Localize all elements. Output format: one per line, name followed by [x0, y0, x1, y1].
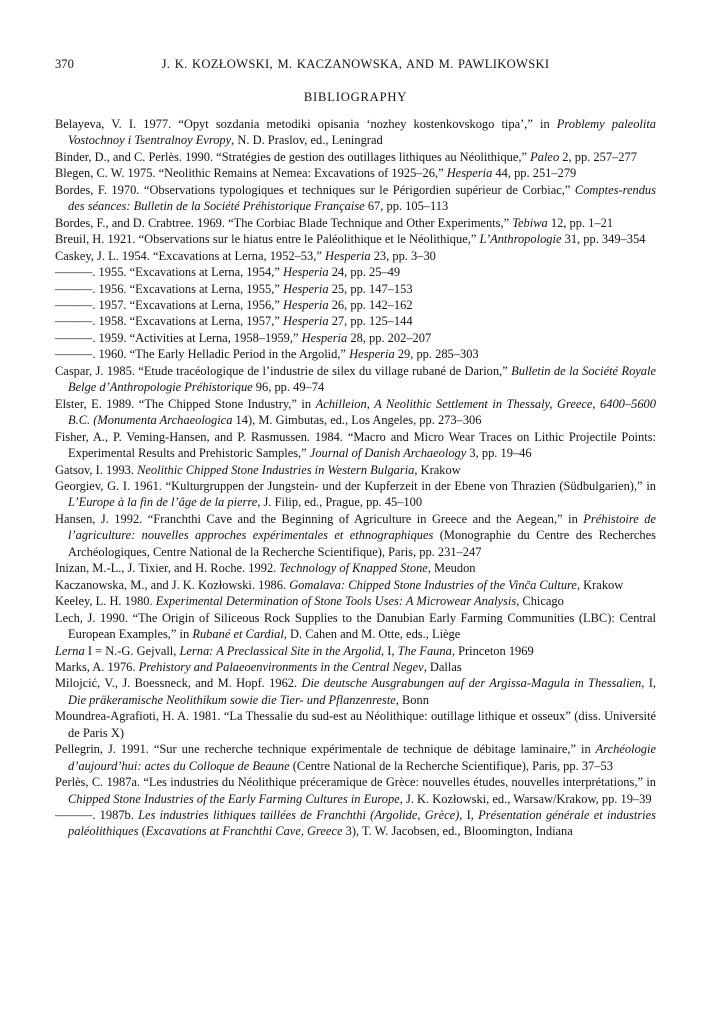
bibliography-entry [55, 741, 656, 774]
entry-work-title: Excavations at Franchthi Cave, Greece [145, 824, 343, 839]
page-header [55, 57, 656, 73]
entry-text: 26, pp. 142–162 [328, 297, 413, 312]
entry-work-title: Paleo [530, 149, 560, 164]
entry-text: Belayeva, V. I. 1977. “Opyt sozdania metodiki opisania ‘nozhey kostenkovskogo tipa’,” in [55, 117, 557, 131]
entry-work-title: Bulletin de la Société Royale Belge d’Anthropologie Préhistorique [68, 363, 657, 395]
entry-text: , Krakow [576, 577, 624, 592]
bibliography-entry [55, 774, 656, 807]
entry-work-title: Neolithic Chipped Stone Industries in Western Bulgaria [137, 462, 415, 477]
entry-text: Gatsov, I. 1993. [55, 462, 138, 477]
page-number: 370 [55, 57, 74, 71]
bibliography-entry [55, 577, 656, 593]
entry-work-title: Lerna [55, 643, 85, 658]
entry-text: Milojcić, V., J. Boessneck, and M. Hopf. 1962. [55, 676, 302, 691]
bibliography-entry [55, 675, 656, 708]
entry-text: ———. 1956. “Excavations at Lerna, 1955,” [55, 281, 283, 296]
entry-text: Binder, D., and C. Perlès. 1990. “Stratégies de gestion des outillages lithiques au Néolithique,” [55, 149, 531, 164]
entry-work-title: Hesperia [282, 265, 329, 280]
bibliography-entry [55, 643, 656, 659]
entry-work-title: Chipped Stone Industries of the Early Farming Cultures in Europe [68, 791, 400, 806]
entry-text: Inizan, M.-L., J. Tixier, and H. Roche. 1992. [55, 561, 280, 576]
entry-text: I = N.-G. Gejvall, [84, 643, 180, 658]
entry-text: Kaczanowska, M., and J. K. Kozłowski. 1986. [55, 577, 290, 592]
bibliography-entry [55, 511, 656, 560]
entry-text: 23, pp. 3–30 [370, 248, 436, 263]
entry-text: Caskey, J. L. 1954. “Excavations at Lerna, 1952–53,” [55, 248, 325, 263]
bibliography-entry [55, 560, 656, 576]
bibliography-entry [55, 231, 656, 247]
entry-work-title: Die deutsche Ausgrabungen auf der Argissa-Magula in Thessalien [301, 676, 642, 691]
entry-text: , I, [459, 808, 479, 823]
bibliography-list [55, 116, 656, 840]
entry-work-title: Archéologie d’aujourd’hui: actes du Colloque de Beaune [68, 742, 656, 773]
entry-text: Bordes, F., and D. Crabtree. 1969. “The Corbiac Blade Technique and Other Experiments,” [55, 215, 513, 230]
entry-work-title: Problemy paleolita Vostochnoy i Tsentralnoy Evropy [68, 117, 657, 148]
entry-text: , D. Cahen and M. Otte, eds., Liège [283, 627, 461, 642]
entry-text: 2, pp. 257–277 [559, 149, 637, 164]
entry-text: 14), M. Gimbutas, ed., Los Angeles, pp. 273–306 [232, 413, 482, 428]
entry-text: , Meudon [427, 561, 476, 576]
bibliography-entry [55, 165, 656, 181]
entry-work-title: Technology of Knapped Stone [279, 561, 428, 576]
entry-text: ———. 1960. “The Early Helladic Period in the Argolid,” [55, 347, 350, 362]
entry-work-title: Rubané et Cardial [192, 627, 284, 642]
bibliography-entry [55, 429, 656, 462]
bibliography-entry [55, 248, 656, 264]
entry-work-title: Hesperia [282, 297, 329, 312]
entry-text: Keeley, L. H. 1980. [55, 594, 156, 609]
entry-text: , J. K. Kozłowski, ed., Warsaw/Krakow, pp. 19–39 [399, 791, 652, 806]
entry-text: Moundrea-Agrafioti, H. A. 1981. “La Thessalie du sud-est au Néolithique: outillage lithique et osseux” (diss. Université de Paris X) [55, 709, 656, 740]
entry-work-title: Journal of Danish Archaeology [309, 446, 467, 461]
entry-work-title: Hesperia [349, 347, 395, 362]
entry-work-title: Hesperia [446, 166, 493, 181]
section-title: BIBLIOGRAPHY [303, 90, 408, 104]
bibliography-entry [55, 116, 656, 149]
entry-work-title: L’Europe à la fin de l’âge de la pierre [68, 495, 258, 510]
entry-text: Marks, A. 1976. [55, 659, 139, 674]
bibliography-entry [55, 396, 656, 429]
entry-text: 28, pp. 202–207 [347, 330, 432, 345]
entry-text: , I, [381, 643, 398, 658]
bibliography-entry [55, 708, 656, 741]
entry-text: 44, pp. 251–279 [492, 166, 577, 181]
entry-text: 27, pp. 125–144 [328, 314, 413, 329]
entry-text: 25, pp. 147–153 [328, 281, 413, 296]
entry-text: , Princeton 1969 [451, 643, 534, 658]
entry-work-title: The Fauna [397, 643, 452, 658]
entry-text: , I, [641, 676, 656, 691]
entry-work-title: Tebiwa [512, 215, 548, 230]
entry-text: ( [138, 824, 146, 839]
entry-text: Caspar, J. 1985. “Etude tracéologique de l’industrie de silex du village rubané de Darion,” [55, 363, 512, 378]
entry-text: , N. D. Praslov, ed., Leningrad [231, 133, 383, 148]
entry-text: 67, pp. 105–113 [364, 199, 449, 214]
bibliography-entry [55, 149, 656, 165]
entry-work-title: Gomalava: Chipped Stone Industries of the Vinča Culture [289, 577, 577, 592]
entry-work-title: Hesperia [301, 330, 348, 345]
bibliography-entry [55, 807, 656, 840]
entry-text: 12, pp. 1–21 [547, 215, 614, 230]
entry-work-title: Experimental Determination of Stone Tools Uses: A Microwear Analysis [155, 594, 517, 609]
bibliography-entry [55, 313, 656, 329]
entry-text: Elster, E. 1989. “The Chipped Stone Industry,” in [55, 396, 316, 411]
entry-text: ———. 1959. “Activities at Lerna, 1958–1959,” [55, 330, 302, 345]
entry-text: Lech, J. 1990. “The Origin of Siliceous Rock Supplies to the Danubian Early Farming Communities (LBC): Central European Examples,” in [55, 610, 656, 642]
entry-text: Pellegrin, J. 1991. “Sur une recherche technique expérimentale de technique de débitage laminaire,” in [55, 742, 596, 757]
entry-text: Fisher, A., P. Veming-Hansen, and P. Rasmussen. 1984. “Macro and Micro Wear Traces on Lithic Projectile Points: Experimental Results and Prehistoric Samples,” [55, 429, 656, 461]
entry-work-title: Préhistoire de l’agriculture: nouvelles approches expérimentales et ethnographiques [68, 511, 656, 543]
entry-work-title: Prehistory and Palaeoenvironments in the Central Negev [138, 659, 424, 674]
entry-text: ———. 1957. “Excavations at Lerna, 1956,” [55, 297, 283, 312]
entry-work-title: Die präkeramische Neolithikum sowie die Tier- und Pflanzenreste [68, 692, 396, 707]
entry-text: 3), T. W. Jacobsen, ed., Bloomington, Indiana [342, 824, 573, 839]
bibliography-entry [55, 593, 656, 609]
entry-text: ———. 1987b. [55, 808, 139, 823]
entry-text: 96, pp. 49–74 [252, 380, 325, 395]
entry-work-title: Hesperia [282, 314, 329, 329]
bibliography-entry [55, 215, 656, 231]
bibliography-entry [55, 297, 656, 313]
entry-text: 3, pp. 19–46 [466, 446, 532, 461]
entry-text: Hansen, J. 1992. “Franchthi Cave and the Beginning of Agriculture in Greece and the Aegean,” in [55, 511, 584, 526]
entry-text: , Krakow [414, 462, 461, 477]
bibliography-entry [55, 462, 656, 478]
running-head: J. K. KOZŁOWSKI, M. KACZANOWSKA, AND M. PAWLIKOWSKI [161, 57, 550, 71]
entry-work-title: Hesperia [324, 248, 371, 263]
bibliography-entry [55, 363, 656, 396]
bibliography-entry [55, 610, 656, 643]
entry-work-title: Lerna: A Preclassical Site in the Argolid [179, 643, 381, 658]
entry-text: 24, pp. 25–49 [328, 265, 401, 280]
entry-text: , Bonn [395, 692, 429, 707]
entry-text: (Monographie du Centre des Recherches Archéologiques, Centre National de la Recherche Scientifique), Paris, pp. 231–247 [68, 528, 656, 559]
bibliography-entry [55, 281, 656, 297]
entry-text: ———. 1958. “Excavations at Lerna, 1957,” [55, 314, 283, 329]
entry-work-title: Comptes-rendus des séances: Bulletin de la Société Préhistorique Française [68, 182, 656, 214]
entry-text: Bordes, F. 1970. “Observations typologiques et techniques sur le Périgordien supérieur de Corbiac,” [55, 182, 575, 197]
entry-text: Perlès, C. 1987a. “Les industries du Néolithique préceramique de Grèce: nouvelles études, nouvelles interprétations,” in [55, 775, 656, 790]
entry-text: Blegen, C. W. 1975. “Neolithic Remains at Nemea: Excavations of 1925–26,” [55, 166, 447, 181]
bibliography-entry [55, 264, 656, 280]
entry-text: Georgiev, G. I. 1961. “Kulturgruppen der Jungstein- und der Kupferzeit in der Ebene von Thrazien (Südbulgarien),” in [55, 478, 656, 493]
bibliography-entry [55, 182, 656, 215]
entry-text: ———. 1955. “Excavations at Lerna, 1954,” [55, 265, 283, 280]
bibliography-entry [55, 659, 656, 675]
entry-work-title: L’Anthropologie [479, 232, 562, 247]
entry-work-title: Achilleion, A Neolithic Settlement in Thessaly, Greece, 6400–5600 B.C. (Monumenta Archaeologica [68, 396, 656, 428]
entry-text: 31, pp. 349–354 [561, 232, 646, 247]
entry-work-title: Les industries lithiques taillées de Franchthi (Argolide, Grèce) [138, 808, 460, 823]
entry-text: (Centre National de la Recherche Scientifique), Paris, pp. 37–53 [289, 758, 613, 773]
entry-text: Breuil, H. 1921. “Observations sur le hiatus entre le Paléolithique et le Néolithique,” [55, 232, 480, 247]
bibliography-entry [55, 346, 656, 362]
entry-work-title: Présentation générale et industries paléolithiques [68, 808, 656, 839]
entry-text: 29, pp. 285–303 [394, 347, 479, 362]
entry-text: , J. Filip, ed., Prague, pp. 45–100 [257, 495, 423, 510]
entry-text: , Dallas [423, 659, 462, 674]
bibliography-entry [55, 330, 656, 346]
entry-work-title: Hesperia [282, 281, 329, 296]
entry-text: , Chicago [516, 594, 564, 609]
bibliography-entry [55, 478, 656, 511]
